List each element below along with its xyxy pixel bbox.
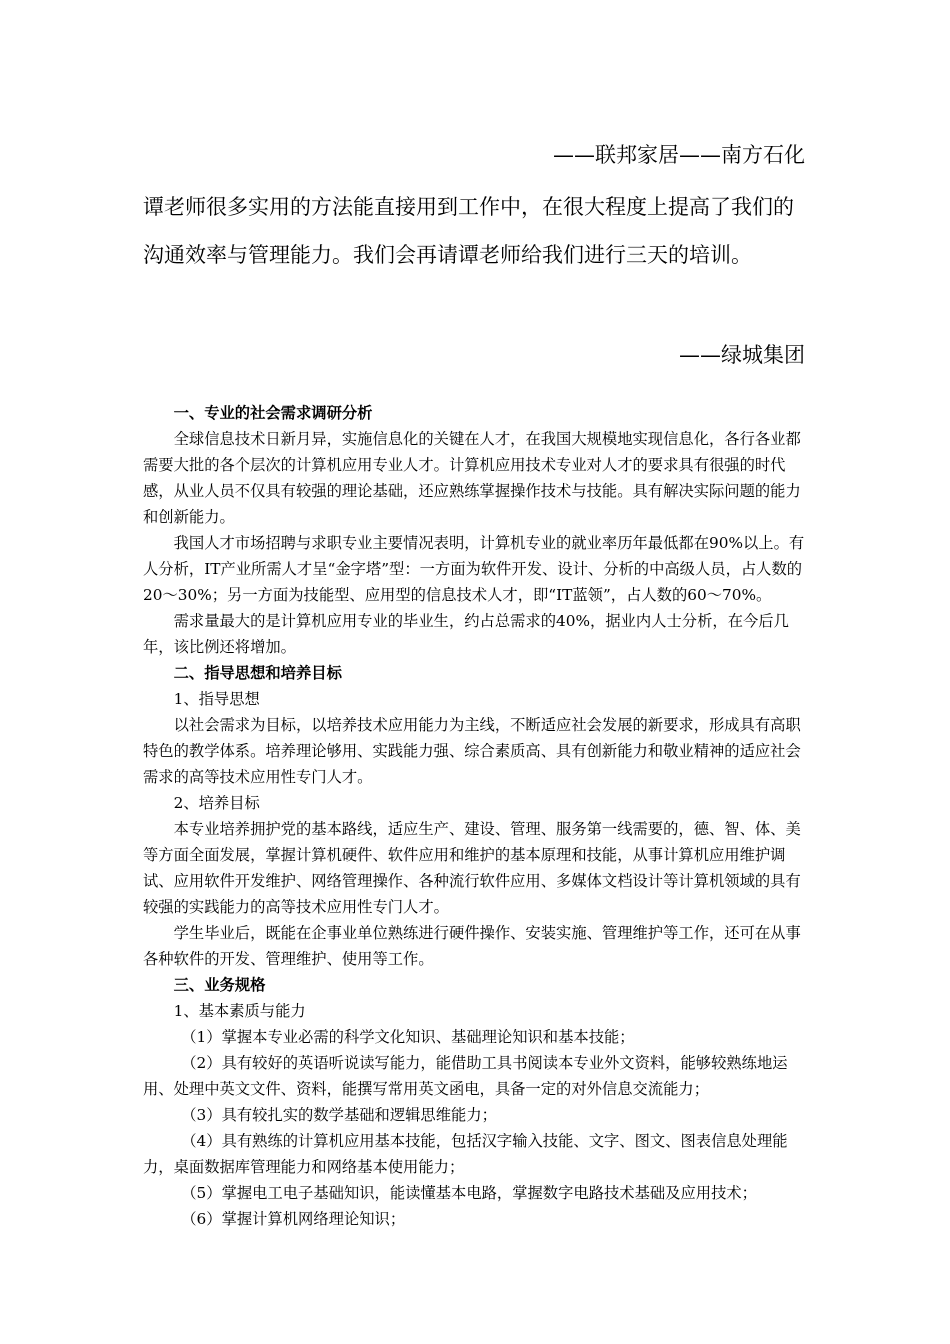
section-heading: 三、业务规格	[173, 976, 266, 994]
subsection-heading: 1、基本素质与能力	[173, 1002, 306, 1020]
document-body	[143, 400, 805, 1232]
paragraph: 我国人才市场招聘与求职专业主要情况表明，计算机专业的就业率历年最低都在90%以上。有人分析，IT产业所需人才呈“金字塔”型：一方面为软件开发、设计、分析的中高级人员，占人数的20～30%；另一方面为技能型、应用型的信息技术人才，即“IT蓝领”，占人数的60～70%。	[143, 534, 805, 604]
list-item: （2）具有较好的英语听说读写能力，能借助工具书阅读本专业外文资料，能够较熟练地运用、处理中英文文件、资料，能撰写常用英文函电，具备一定的对外信息交流能力；	[143, 1054, 788, 1098]
paragraph: 全球信息技术日新月异，实施信息化的关键在人才，在我国大规模地实现信息化，各行各业都需要大批的各个层次的计算机应用专业人才。计算机应用技术专业对人才的要求具有很强的时代感，从业人员不仅具有较强的理论基础，还应熟练掌握操作技术与技能。具有解决实际问题的能力和创新能力。	[143, 430, 801, 526]
paragraph: 需求量最大的是计算机应用专业的毕业生，约占总需求的40%，据业内人士分析，在今后几年，该比例还将增加。	[143, 612, 789, 656]
paragraph: 本专业培养拥护党的基本路线，适应生产、建设、管理、服务第一线需要的，德、智、体、美等方面全面发展，掌握计算机硬件、软件应用和维护的基本原理和技能，从事计算机应用维护调试、应用软件开发维护、网络管理操作、各种流行软件应用、多媒体文档设计等计算机领域的具有较强的实践能力的高等技术应用性专门人才。	[143, 820, 801, 916]
list-item: （3）具有较扎实的数学基础和逻辑思维能力；	[181, 1106, 497, 1124]
paragraph: 学生毕业后，既能在企事业单位熟练进行硬件操作、安装实施、管理维护等工作，还可在从事各种软件的开发、管理维护、使用等工作。	[143, 924, 801, 968]
paragraph: 以社会需求为目标，以培养技术应用能力为主线，不断适应社会发展的新要求，形成具有高职特色的教学体系。培养理论够用、实践能力强、综合素质高、具有创新能力和敬业精神的适应社会需求的高等技术应用性专门人才。	[143, 716, 801, 786]
testimonial-signature: ——联邦家居——南方石化	[553, 143, 805, 167]
testimonial-signature: ——绿城集团	[679, 343, 805, 367]
list-item: （6）掌握计算机网络理论知识；	[181, 1210, 406, 1228]
list-item: （4）具有熟练的计算机应用基本技能，包括汉字输入技能、文字、图文、图表信息处理能力，桌面数据库管理能力和网络基本使用能力；	[143, 1132, 788, 1176]
list-item: （5）掌握电工电子基础知识，能读懂基本电路，掌握数字电路技术基础及应用技术；	[181, 1184, 757, 1202]
testimonial-text: 谭老师很多实用的方法能直接用到工作中，在很大程度上提高了我们的沟通效率与管理能力。我们会再请谭老师给我们进行三天的培训。	[143, 195, 794, 267]
section-heading: 一、专业的社会需求调研分析	[173, 404, 373, 422]
subsection-heading: 1、指导思想	[173, 690, 260, 708]
list-item: （1）掌握本专业必需的科学文化知识、基础理论知识和基本技能；	[181, 1028, 635, 1046]
subsection-heading: 2、培养目标	[173, 794, 260, 812]
section-heading: 二、指导思想和培养目标	[173, 664, 342, 682]
